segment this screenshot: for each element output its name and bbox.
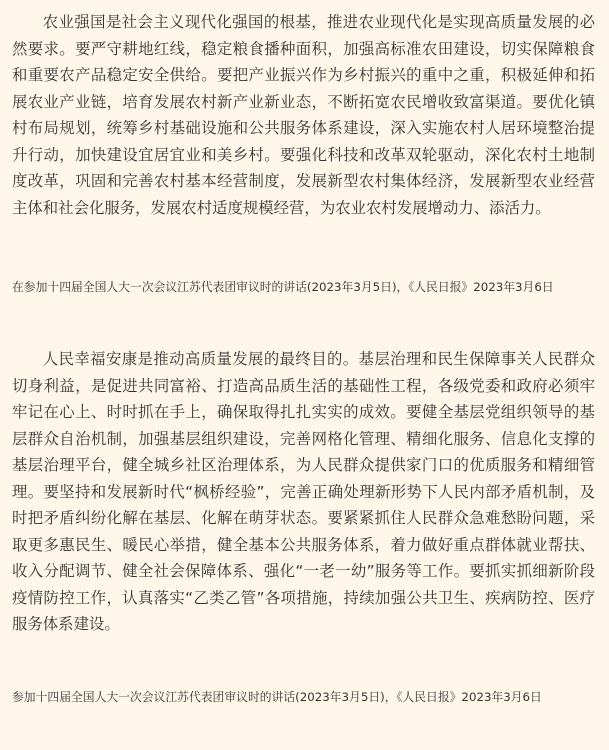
quote-paragraph-1: 农业强国是社会主义现代化强国的根基，推进农业现代化是实现高质量发展的必然要求。要严守耕地红线，稳定粮食播种面积，加强高标准农田建设，切实保障粮食和重要农产品稳定安全供给。要把产业振兴作为乡村振兴的重中之重，积极延伸和拓展农业产业链，培育发展农村新产业新业态，不断拓宽农民增收致富渠道。要优化镇村布局规划，统筹乡村基础设施和公共服务体系建设，深入实施农村人居环境整治提升行动，加快建设宜居宜业和美乡村。要强化科技和改革双轮驱动，深化农村土地制度改革，巩固和完善农村基本经营制度，发展新型农村集体经济，发展新型农业经营主体和社会化服务，发展农村适度规模经营，为农业农村发展增动力、添活力。 bbox=[12, 13, 595, 217]
quote-paragraph-2: 人民幸福安康是推动高质量发展的最终目的。基层治理和民生保障事关人民群众切身利益，是促进共同富裕、打造高品质生活的基础性工程，各级党委和政府必须牢牢记在心上、时时抓在手上，确保取得扎扎实实的成效。要健全基层党组织领导的基层群众自治机制，加强基层组织建设，完善网格化管理、精细化服务、信息化支撑的基层治理平台，健全城乡社区治理体系，为人民群众提供家门口的优质服务和精细管理。要坚持和发展新时代“枫桥经验”，完善正确处理新形势下人民内部矛盾机制，及时把矛盾纠纷化解在基层、化解在萌芽状态。要紧紧抓住人民群众急难愁盼问题，采取更多惠民生、暖民心举措，健全基本公共服务体系，着力做好重点群体就业帮扶、收入分配调节、健全社会保障体系、强化“一老一幼”服务等工作。要抓实抓细新阶段疫情防控工作，认真落实“乙类乙管”各项措施，持续加强公共卫生、疾病防控、医疗服务体系建设。 bbox=[12, 350, 595, 633]
quote-source-1: 在参加十四届全国人大一次会议江苏代表团审议时的讲话(2023年3月5日)，《人民日报》2023年3月6日 bbox=[12, 280, 554, 294]
quote-source-2: 参加十四届全国人大一次会议江苏代表团审议时的讲话(2023年3月5日)，《人民日报》2023年3月6日 bbox=[12, 690, 542, 704]
